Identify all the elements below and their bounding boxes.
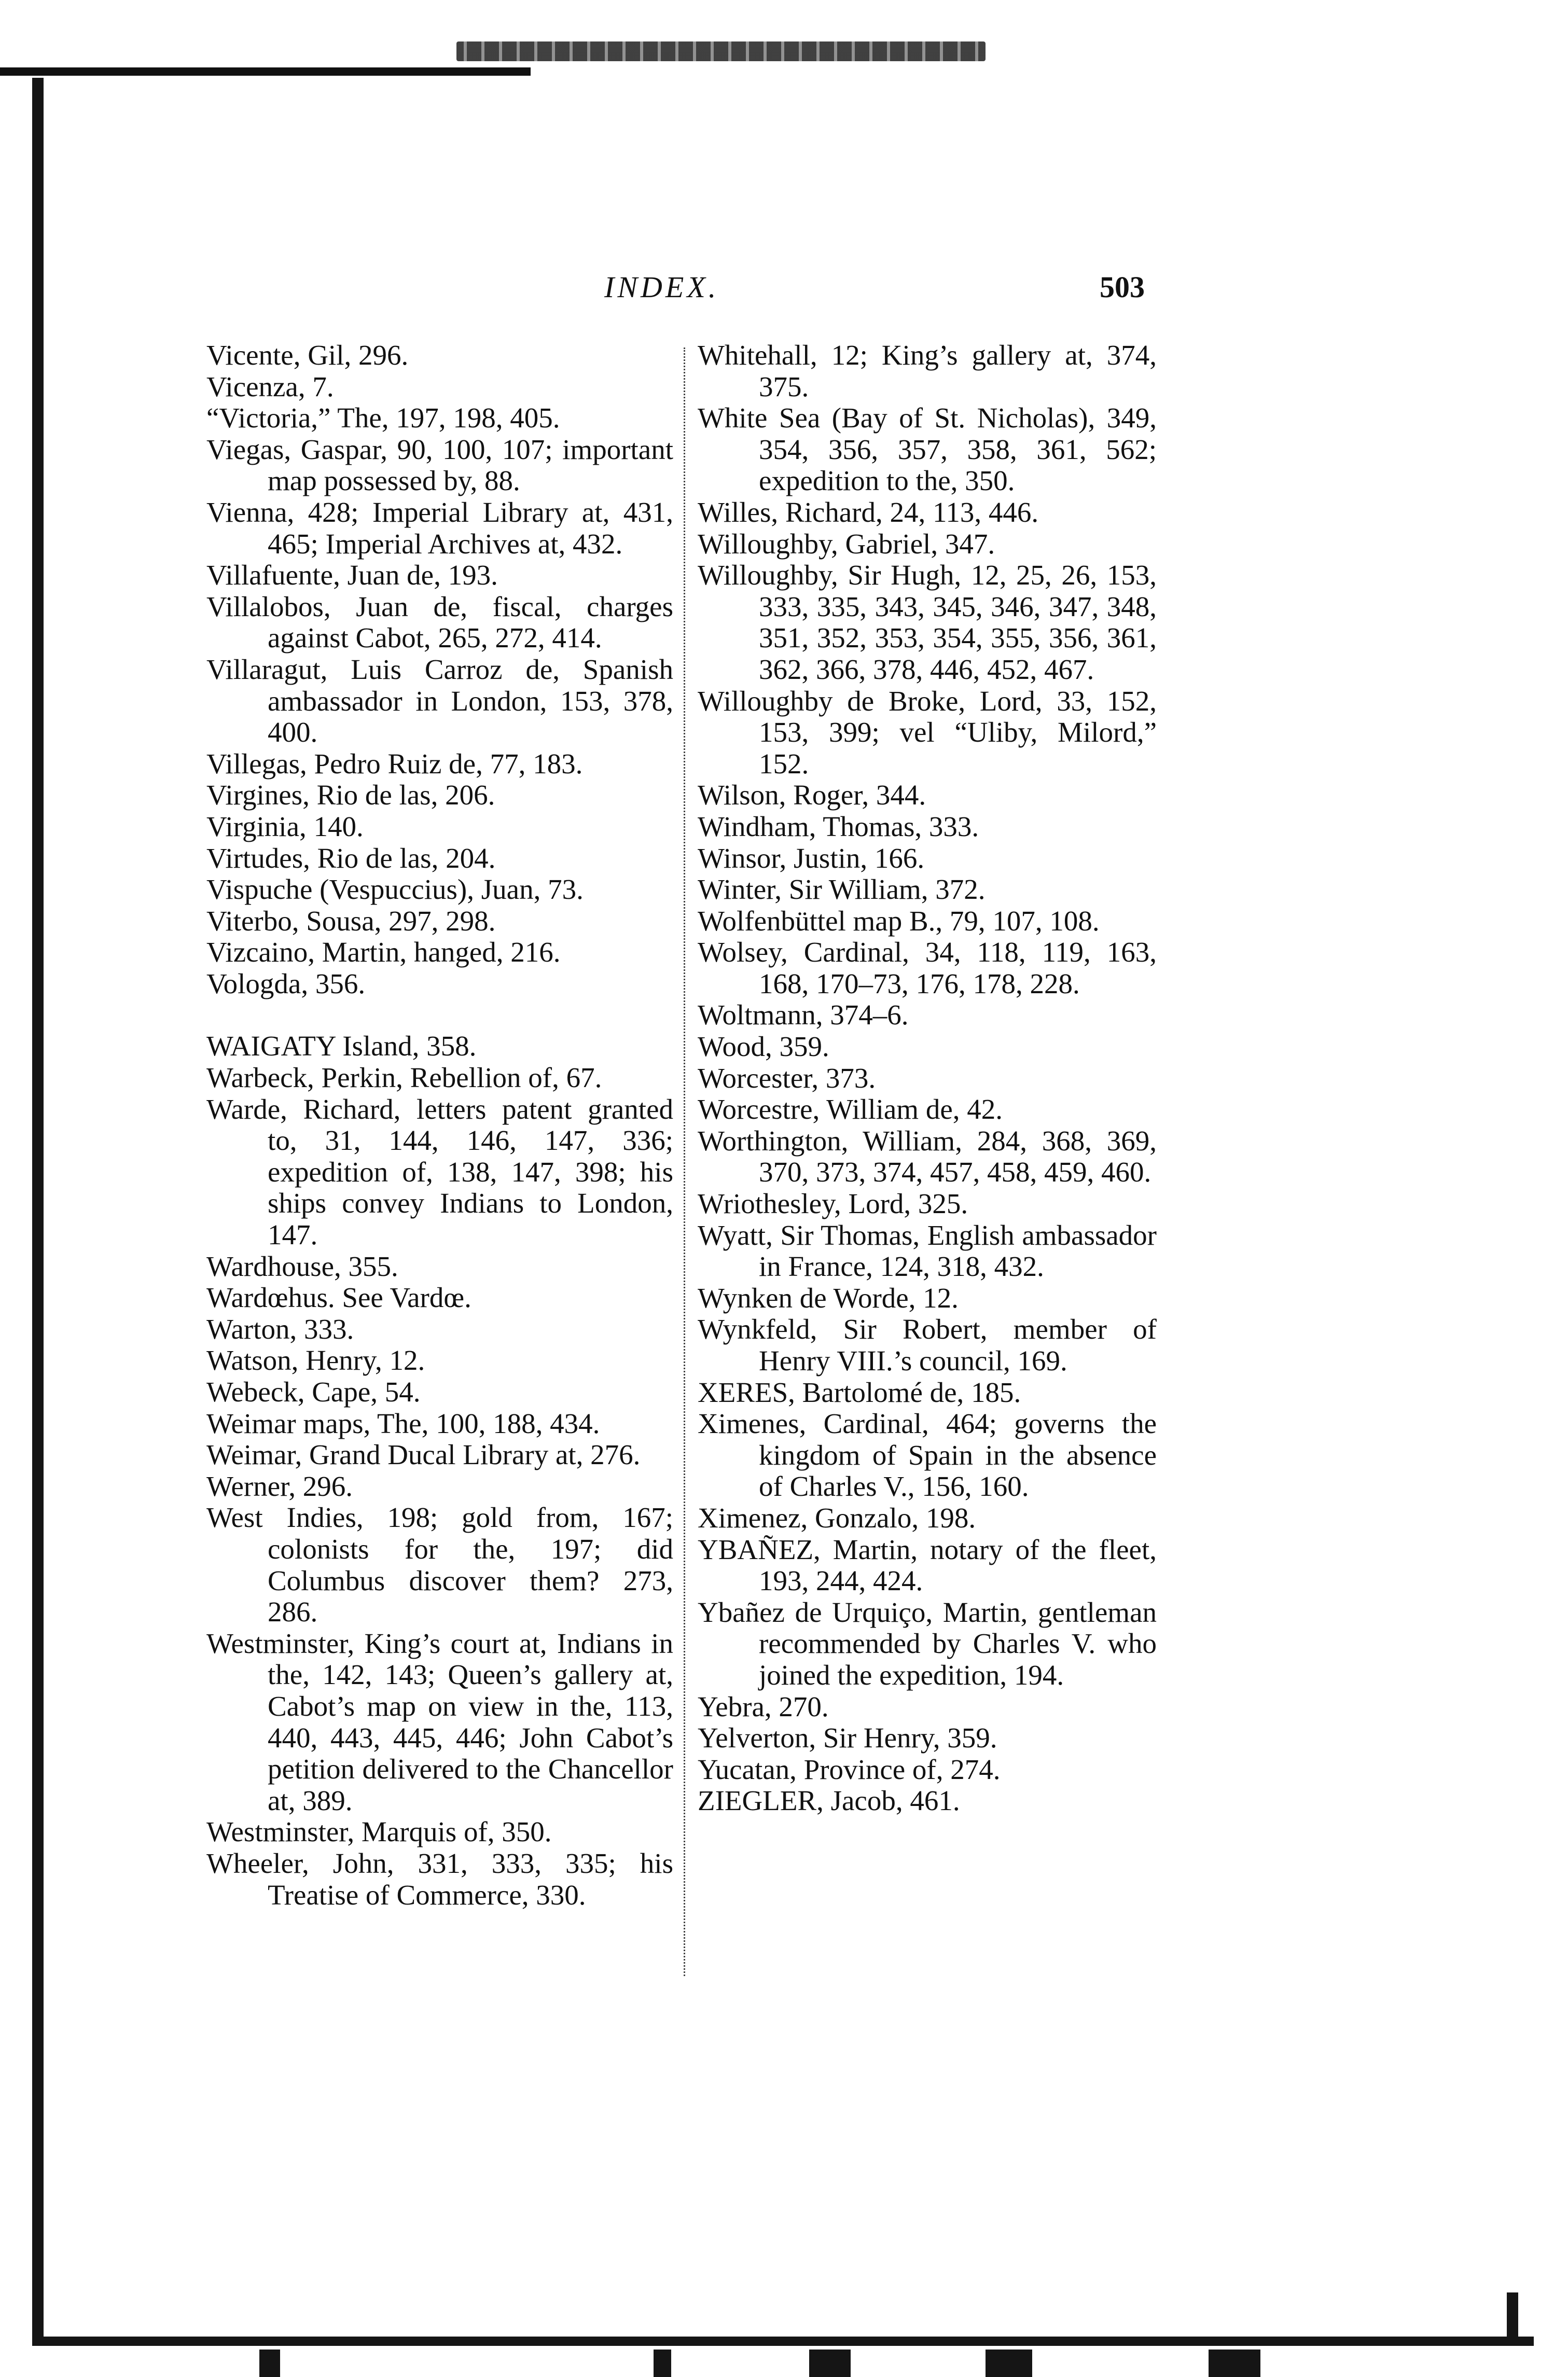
- index-entry: Willoughby, Sir Hugh, 12, 25, 26, 153, 333, 335, 343, 345, 346, 347, 348, 351, 352, 353, 354, 355, 356, 361, 362, 366, 378, 446, 452, 467.: [698, 559, 1157, 685]
- index-entry: Virtudes, Rio de las, 204.: [206, 842, 496, 874]
- index-entry: Worthington, William, 284, 368, 369, 370, 373, 374, 457, 458, 459, 460.: [698, 1124, 1157, 1188]
- index-entry: Werner, 296.: [206, 1470, 353, 1502]
- index-entry: Villegas, Pedro Ruiz de, 77, 183.: [206, 747, 583, 780]
- index-entry: Viegas, Gaspar, 90, 100, 107; important map possessed by, 88.: [206, 433, 673, 497]
- index-entry: Vizcaino, Martin, hanged, 216.: [206, 936, 561, 968]
- index-entry: Ximenez, Gonzalo, 198.: [698, 1502, 976, 1534]
- index-entry: Vologda, 356.: [206, 967, 366, 999]
- index-column-right: [698, 340, 1157, 1817]
- index-entry: Weimar, Grand Ducal Library at, 276.: [206, 1439, 641, 1471]
- index-column-left: [206, 340, 673, 1911]
- column-divider: [684, 347, 685, 1976]
- index-entry: Wriothesley, Lord, 325.: [698, 1188, 968, 1220]
- scan-edge-block: [986, 2350, 1032, 2377]
- index-entry: Winsor, Justin, 166.: [698, 842, 925, 874]
- index-entry: Virgines, Rio de las, 206.: [206, 779, 495, 811]
- index-entry: YBAÑEZ, Martin, notary of the fleet, 193, 244, 424.: [698, 1533, 1157, 1597]
- index-entry: Villafuente, Juan de, 193.: [206, 559, 498, 591]
- scan-edge-left: [32, 78, 44, 2344]
- running-head: INDEX.: [604, 270, 719, 304]
- index-entry: Ximenes, Cardinal, 464; governs the kingdom of Spain in the absence of Charles V., 156, 160.: [698, 1408, 1157, 1503]
- index-entry: “Victoria,” The, 197, 198, 405.: [206, 402, 560, 434]
- index-entry: Windham, Thomas, 333.: [698, 810, 979, 842]
- index-entry: Wolsey, Cardinal, 34, 118, 119, 163, 168, 170–73, 176, 178, 228.: [698, 936, 1157, 999]
- index-entry: Vienna, 428; Imperial Library at, 431, 465; Imperial Archives at, 432.: [206, 496, 673, 560]
- index-entry: Watson, Henry, 12.: [206, 1344, 425, 1377]
- index-entry: Wolfenbüttel map B., 79, 107, 108.: [698, 905, 1100, 937]
- index-entry: Willoughby de Broke, Lord, 33, 152, 153, 399; vel “Uliby, Milord,” 152.: [698, 685, 1157, 780]
- index-entry: Yebra, 270.: [698, 1690, 829, 1722]
- index-entry: XERES, Bartolomé de, 185.: [698, 1376, 1021, 1408]
- index-entry: Yucatan, Province of, 274.: [698, 1753, 1001, 1785]
- scan-smudge: [456, 41, 986, 61]
- index-entry: Vicenza, 7.: [206, 370, 334, 402]
- index-entry: ZIEGLER, Jacob, 461.: [698, 1785, 960, 1817]
- index-entry: Whitehall, 12; King’s gallery at, 374, 375.: [698, 339, 1157, 402]
- index-entry: Winter, Sir William, 372.: [698, 873, 986, 906]
- section-gap: [206, 999, 673, 1031]
- index-entry: Wardhouse, 355.: [206, 1250, 398, 1282]
- index-entry: Warbeck, Perkin, Rebellion of, 67.: [206, 1062, 602, 1094]
- index-entry: WAIGATY Island, 358.: [206, 1030, 477, 1062]
- index-entry: Weimar maps, The, 100, 188, 434.: [206, 1407, 600, 1439]
- scan-edge-bottom: [32, 2337, 1534, 2346]
- page-number: 503: [1100, 270, 1145, 304]
- scan-edge-top: [0, 67, 531, 76]
- index-entry: Willoughby, Gabriel, 347.: [698, 527, 995, 560]
- index-entry: Worcestre, William de, 42.: [698, 1093, 1003, 1125]
- index-entry: Wynken de Worde, 12.: [698, 1282, 959, 1314]
- index-entry: Woltmann, 374–6.: [698, 999, 909, 1031]
- scan-edge-block: [259, 2350, 280, 2377]
- scan-edge-block: [809, 2350, 851, 2377]
- index-entry: White Sea (Bay of St. Nicholas), 349, 354, 356, 357, 358, 361, 562; expedition to the, 350.: [698, 402, 1157, 497]
- index-entry: Warton, 333.: [206, 1313, 354, 1345]
- index-entry: Wardœhus. See Vardœ.: [206, 1282, 471, 1314]
- index-entry: Westminster, King’s court at, Indians in the, 142, 143; Queen’s gallery at, Cabot’s map on view in the, 113, 440, 443, 445, 446; John Cabot’s petition delivered to the Chancellor at, 389.: [206, 1627, 673, 1816]
- index-entry: Wyatt, Sir Thomas, English ambassador in France, 124, 318, 432.: [698, 1219, 1157, 1283]
- index-entry: Worcester, 373.: [698, 1062, 876, 1094]
- index-entry: Vicente, Gil, 296.: [206, 339, 409, 371]
- index-entry: West Indies, 198; gold from, 167; colonists for the, 197; did Columbus discover them? 273, 286.: [206, 1502, 673, 1628]
- index-entry: Webeck, Cape, 54.: [206, 1376, 421, 1408]
- index-entry: Villaragut, Luis Carroz de, Spanish ambassador in London, 153, 378, 400.: [206, 653, 673, 748]
- scan-edge-block: [654, 2350, 671, 2377]
- index-entry: Willes, Richard, 24, 113, 446.: [698, 496, 1039, 528]
- scan-edge-right: [1507, 2292, 1518, 2344]
- index-entry: Westminster, Marquis of, 350.: [206, 1816, 552, 1848]
- index-entry: Yelverton, Sir Henry, 359.: [698, 1722, 997, 1754]
- index-entry: Villalobos, Juan de, fiscal, charges against Cabot, 265, 272, 414.: [206, 590, 673, 654]
- index-entry: Warde, Richard, letters patent granted to, 31, 144, 146, 147, 336; expedition of, 138, 147, 398; his ships convey Indians to London, 147.: [206, 1093, 673, 1251]
- index-entry: Wilson, Roger, 344.: [698, 779, 926, 811]
- index-entry: Vispuche (Vespuccius), Juan, 73.: [206, 873, 584, 906]
- index-entry: Ybañez de Urquiço, Martin, gentleman recommended by Charles V. who joined the expedition, 194.: [698, 1596, 1157, 1691]
- index-entry: Virginia, 140.: [206, 810, 364, 842]
- index-entry: Wood, 359.: [698, 1031, 829, 1063]
- index-entry: Wheeler, John, 331, 333, 335; his Treatise of Commerce, 330.: [206, 1847, 673, 1911]
- scan-edge-block: [1209, 2350, 1260, 2377]
- index-entry: Viterbo, Sousa, 297, 298.: [206, 905, 496, 937]
- index-entry: Wynkfeld, Sir Robert, member of Henry VIII.’s council, 169.: [698, 1313, 1157, 1377]
